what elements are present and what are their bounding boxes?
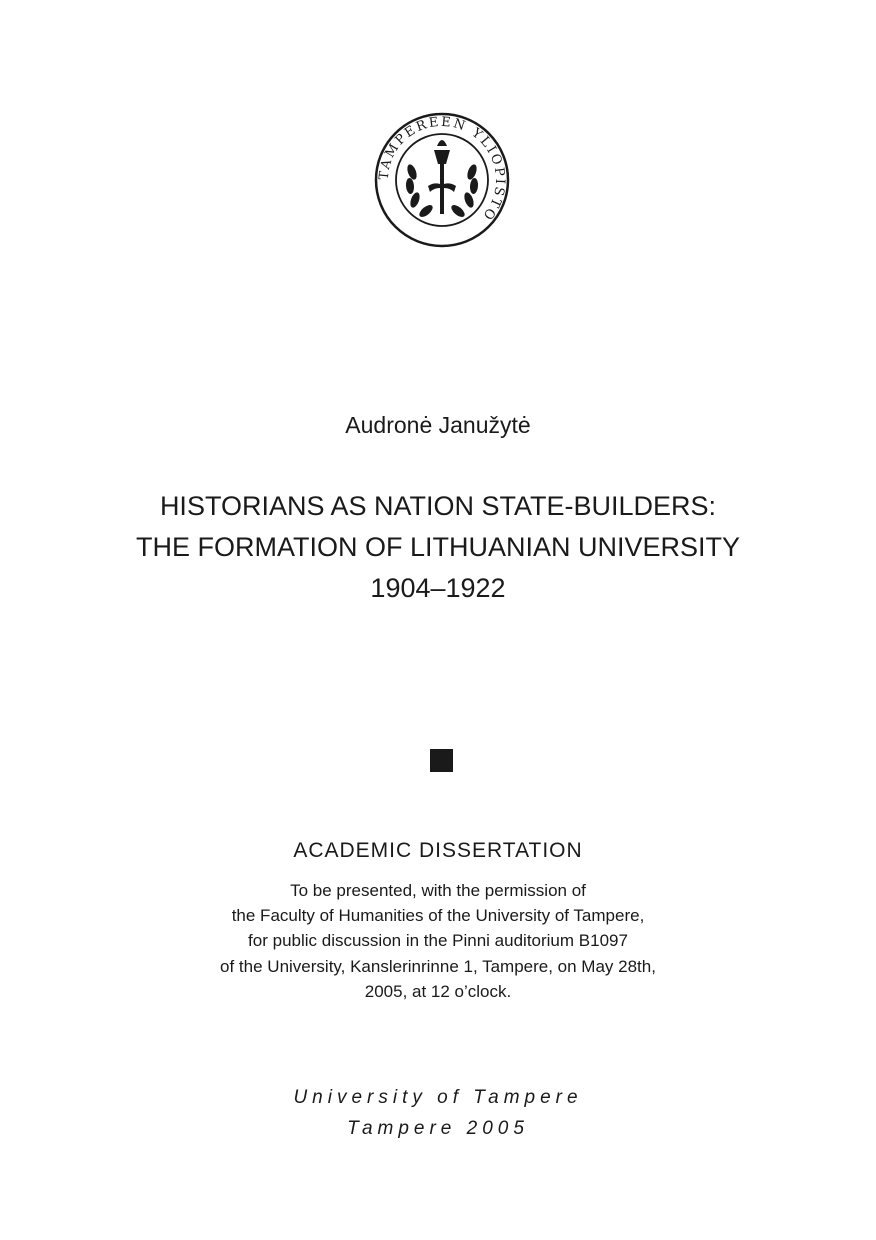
description-line: for public discussion in the Pinni auditorium B1097: [248, 931, 628, 951]
dissertation-description: [0, 878, 876, 1004]
title-line: HISTORIANS AS NATION STATE-BUILDERS:: [159, 491, 717, 521]
author-name: Audronė Janužytė: [345, 412, 531, 438]
svg-text:TAMPEREEN YLIOPISTO: TAMPEREEN YLIOPISTO: [376, 114, 508, 224]
description-line: the Faculty of Humanities of the University of Tampere,: [231, 906, 645, 926]
dissertation-heading: ACADEMIC DISSERTATION: [293, 839, 583, 862]
title-line: 1904–1922: [370, 573, 506, 603]
publisher-place-year: Tampere 2005: [347, 1118, 529, 1139]
publisher-block: [0, 1082, 876, 1144]
publisher-institution: University of Tampere: [293, 1087, 583, 1108]
dissertation-title: [0, 486, 876, 609]
description-line: of the University, Kanslerinrinne 1, Tampere, on May 28th,: [220, 956, 656, 976]
description-line: To be presented, with the permission of: [290, 881, 586, 900]
university-seal-logo: [374, 112, 510, 248]
description-line: 2005, at 12 o’clock.: [364, 981, 512, 1001]
title-line: THE FORMATION OF LITHUANIAN UNIVERSITY: [135, 532, 741, 562]
black-square-ornament: [430, 749, 453, 772]
